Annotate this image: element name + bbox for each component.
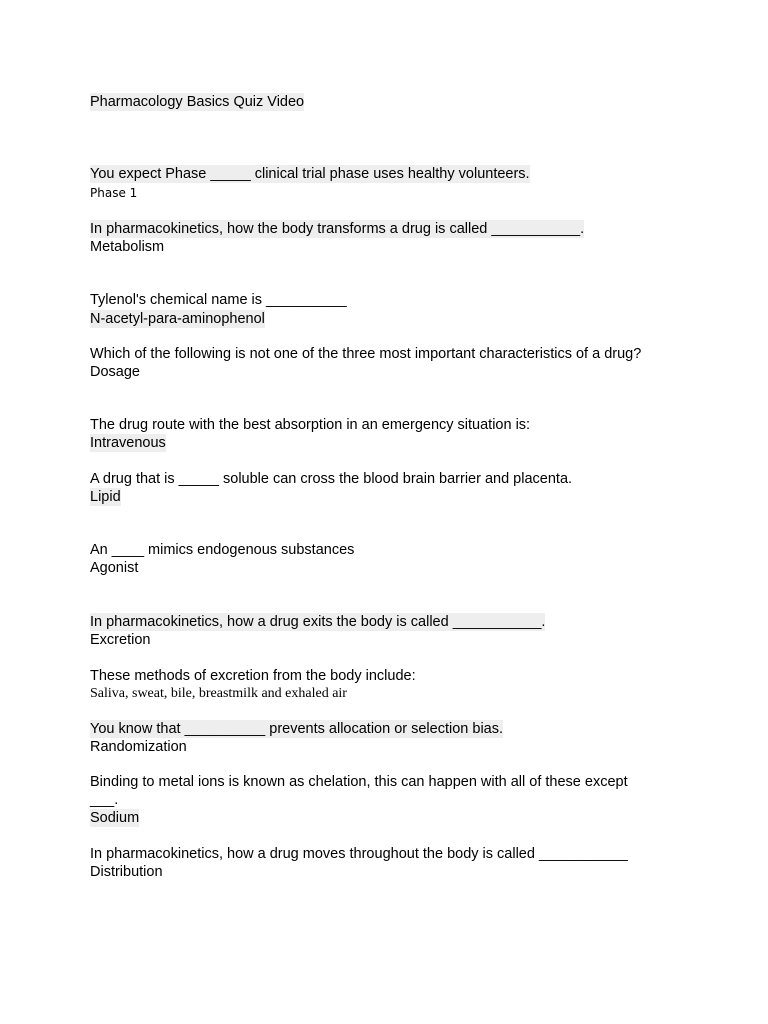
question-4: Which of the following is not one of the three most important characteristics of a drug? <box>90 346 642 362</box>
question-1: You expect Phase _____ clinical trial phase uses healthy volunteers. <box>90 166 530 182</box>
answer-12: Distribution <box>90 864 163 880</box>
answer-7: Agonist <box>90 560 139 576</box>
answer-11: Sodium <box>90 810 140 826</box>
document-title: Pharmacology Basics Quiz Video <box>90 94 305 110</box>
answer-5: Intravenous <box>90 435 166 451</box>
question-8: In pharmacokinetics, how a drug exits the body is called ___________. <box>90 614 546 630</box>
answer-4: Dosage <box>90 364 140 380</box>
question-3: Tylenol's chemical name is __________ <box>90 292 347 308</box>
question-6: A drug that is _____ soluble can cross the blood brain barrier and placenta. <box>90 471 573 487</box>
question-2: In pharmacokinetics, how the body transforms a drug is called ___________. <box>90 221 585 237</box>
answer-3: N-acetyl-para-aminophenol <box>90 311 265 327</box>
answer-2: Metabolism <box>90 239 165 255</box>
question-9: These methods of excretion from the body include: <box>90 668 416 684</box>
answer-9: Saliva, sweat, bile, breastmilk and exhaled air <box>90 686 347 701</box>
answer-8: Excretion <box>90 632 151 648</box>
question-12: In pharmacokinetics, how a drug moves throughout the body is called ___________ <box>90 846 628 862</box>
answer-1: Phase 1 <box>90 186 138 200</box>
answer-6: Lipid <box>90 489 121 505</box>
question-10: You know that __________ prevents allocation or selection bias. <box>90 721 504 737</box>
question-7: An ____ mimics endogenous substances <box>90 542 355 558</box>
answer-10: Randomization <box>90 739 187 755</box>
question-11: Binding to metal ions is known as chelation, this can happen with all of these except <box>90 774 628 790</box>
question-5: The drug route with the best absorption in an emergency situation is: <box>90 417 531 433</box>
question-11-continued: ___. <box>90 792 119 808</box>
